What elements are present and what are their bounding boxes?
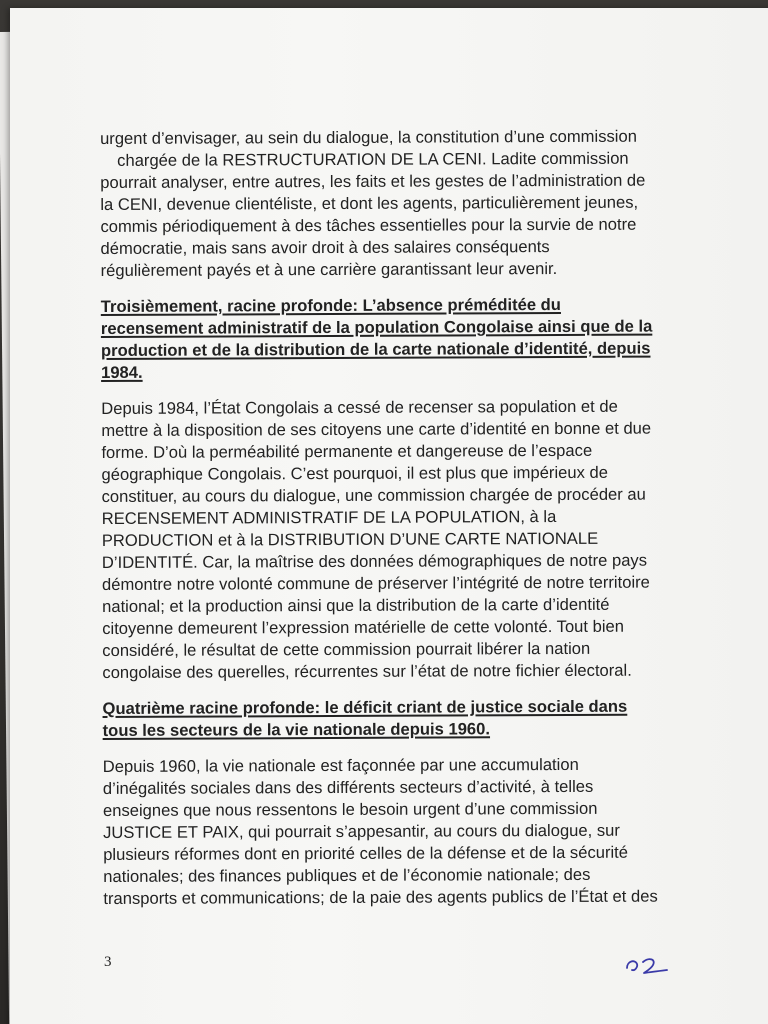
text-line: commis périodiquement à des tâches essentielles pour la survie de notre: [100, 214, 637, 236]
heading-line: recensement administratif de la population Congolaise ainsi que de la: [100, 316, 653, 338]
text-line: citoyenne demeurent l’expression matérielle de cette volonté. Tout bien: [102, 616, 625, 638]
text-line: considéré, le résultat de cette commission pourrait libérer la nation: [102, 638, 591, 660]
text-line: démocratie, mais sans avoir droit à des salaires conséquents: [100, 237, 550, 258]
text-line: JUSTICE ET PAIX, qui pourrait s’appesantir, au cours du dialogue, sur: [103, 820, 620, 842]
text-line: Depuis 1960, la vie nationale est façonnée par une accumulation: [102, 754, 579, 776]
text-line: régulièrement payés et à une carrière garantissant leur avenir.: [100, 259, 558, 280]
text-line: pourrait analyser, entre autres, les faits et les gestes de l’administration de: [100, 170, 646, 192]
heading-line: Troisièmement, racine profonde: L’absence préméditée du: [100, 294, 561, 316]
text-line: urgent d’envisager, au sein du dialogue, la constitution d’une commission: [100, 126, 637, 148]
text-line: national; et la production ainsi que la distribution de la carte d’identité: [102, 594, 610, 616]
text-line: la CENI, devenue clientéliste, et dont les agents, particulièrement jeunes,: [100, 192, 639, 214]
text-line: congolaise des querelles, récurrentes sur l’état de notre fichier électoral.: [102, 660, 632, 682]
handwritten-initials-signature: [623, 952, 671, 978]
heading-line: tous les secteurs de la vie nationale depuis 1960.: [102, 719, 491, 740]
section-heading-fourth-root: [102, 695, 682, 742]
text-line: géographique Congolais. C’est pourquoi, il est plus que impérieux de: [101, 462, 608, 484]
text-line: transports et communications; de la paie des agents publics de l’État et des: [103, 886, 658, 908]
section-heading-third-root: [101, 293, 681, 384]
paragraph-justice-sociale: [103, 753, 684, 910]
text-line: mettre à la disposition de ses citoyens une carte d’identité en bonne et due: [101, 418, 652, 440]
text-line: D’IDENTITÉ. Car, la maîtrise des données démographiques de notre pays: [101, 550, 648, 572]
text-line: nationales; des finances publiques et de l’économie nationale; des: [103, 864, 591, 886]
document-text: [100, 125, 683, 910]
text-line: d’inégalités sociales dans des différents secteurs d’activité, à telles: [102, 776, 594, 798]
text-line: forme. D’où la perméabilité permanente et dangereuse de l’espace: [101, 440, 593, 462]
text-line: PRODUCTION et à la DISTRIBUTION D’UNE CARTE NATIONALE: [101, 528, 599, 550]
text-line: constituer, au cours du dialogue, une commission chargée de procéder au: [101, 484, 646, 506]
text-line: enseignes que nous ressentons le besoin urgent d’une commission: [102, 798, 598, 820]
heading-line: 1984.: [101, 362, 143, 382]
text-line: chargée de la RESTRUCTURATION DE LA CENI. Ladite commission: [117, 148, 629, 170]
text-line: démontre notre volonté commune de préserver l’intégrité de notre territoire: [101, 572, 650, 594]
paragraph-restructuration-ceni: [100, 125, 681, 282]
paragraph-recensement: [101, 395, 682, 684]
initials-stroke: [627, 959, 667, 973]
text-line: Depuis 1984, l’État Congolais a cessé de recenser sa population et de: [101, 396, 618, 418]
heading-line: Quatrième racine profonde: le déficit criant de justice sociale dans: [102, 696, 628, 718]
heading-line: production et de la distribution de la carte nationale d’identité, depuis: [100, 338, 651, 360]
text-line: RECENSEMENT ADMINISTRATIF DE LA POPULATION, à la: [101, 507, 557, 528]
text-line: plusieurs réformes dont en priorité celles de la défense et de la sécurité: [103, 842, 629, 864]
page-number: 3: [104, 954, 112, 970]
